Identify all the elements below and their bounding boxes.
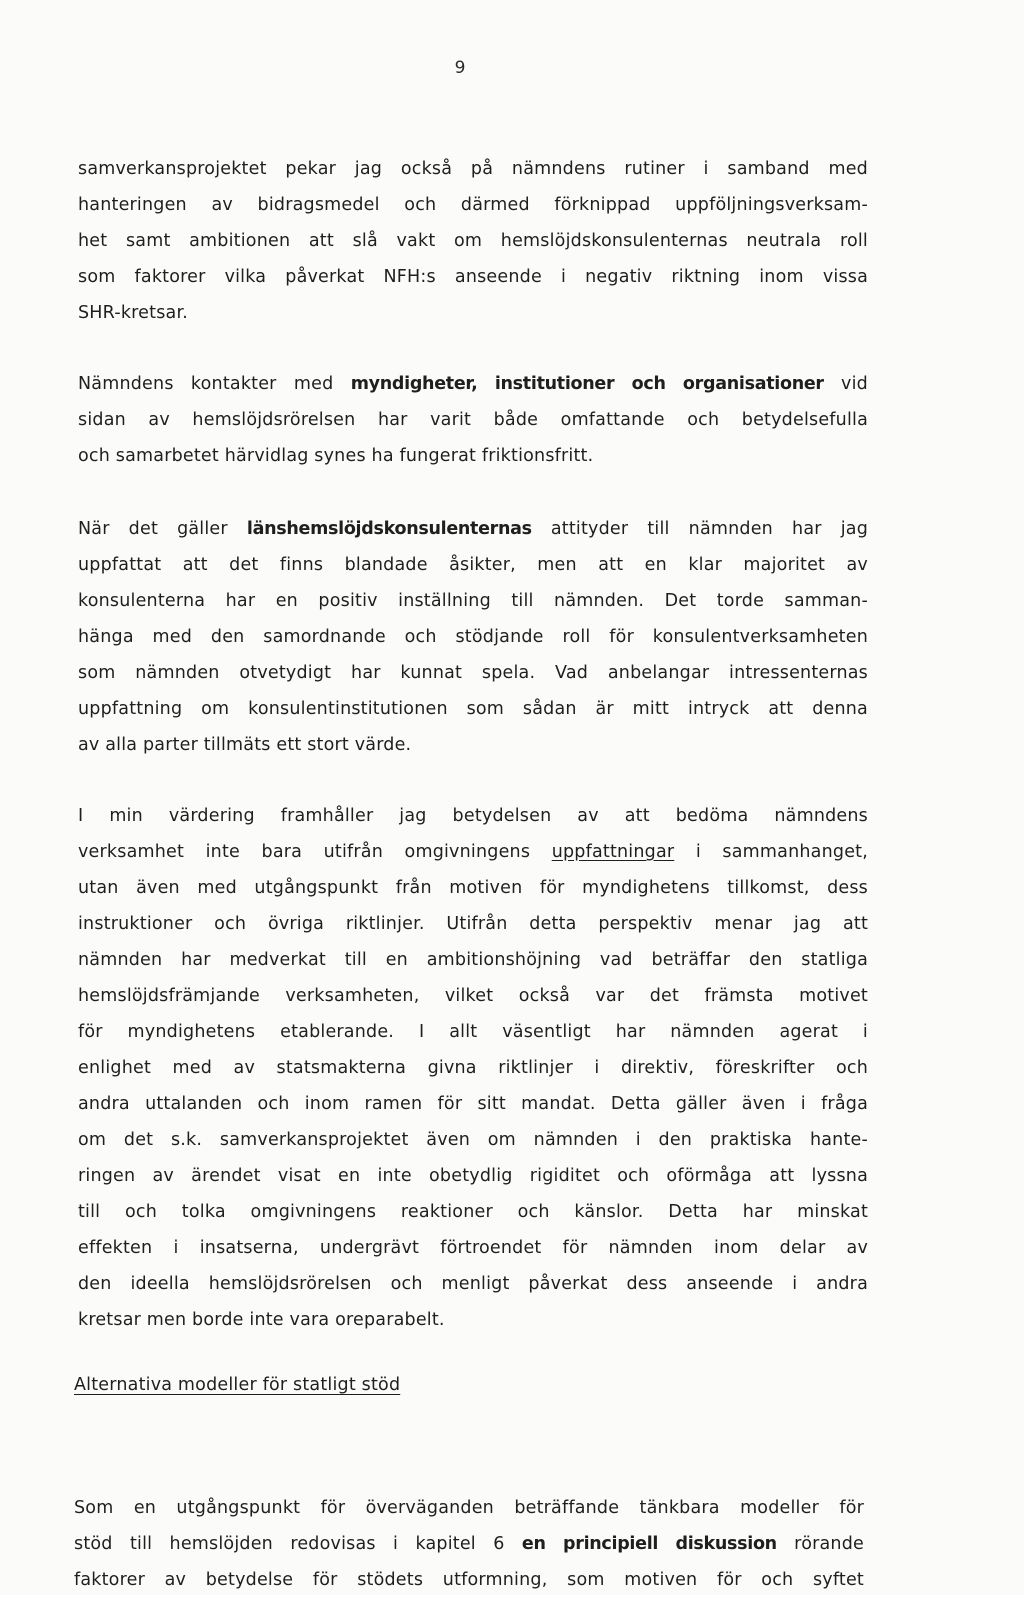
text-line: den ideella hemslöjdsrörelsen och menligt påverkat dess anseende i andra: [78, 1274, 868, 1294]
text-segment: stöd till hemslöjden redovisas i kapitel 6: [74, 1534, 522, 1554]
text-line: sidan av hemslöjdsrörelsen har varit både omfattande och betydelsefulla: [78, 410, 868, 430]
text-line: [78, 511, 868, 547]
text-segment: När det gäller: [78, 519, 247, 539]
text-line: och samarbetet härvidlag synes ha fungerat friktionsfritt.: [78, 446, 594, 466]
text-line: utan även med utgångspunkt från motiven för myndighetens tillkomst, dess: [78, 878, 868, 898]
text-line: nämnden har medverkat till en ambitionshöjning vad beträffar den statliga: [78, 950, 868, 970]
text-line: faktorer av betydelse för stödets utformning, som motiven för och syftet: [74, 1570, 864, 1590]
paragraph-3: [78, 511, 868, 763]
text-line: [78, 366, 868, 402]
text-line: Som en utgångspunkt för överväganden beträffande tänkbara modeller för: [74, 1498, 864, 1518]
text-line: [74, 1526, 864, 1562]
page-number: 9: [454, 58, 466, 78]
paragraph-5: [74, 1490, 864, 1598]
paragraph-4: [78, 798, 868, 1338]
text-segment: rörande: [776, 1534, 864, 1554]
text-line: som nämnden otvetydigt har kunnat spela. Vad anbelangar intressenternas: [78, 663, 868, 683]
text-line: hanteringen av bidragsmedel och därmed förknippad uppföljningsverksam-: [78, 195, 868, 215]
text-line: av alla parter tillmäts ett stort värde.: [78, 735, 412, 755]
text-line: uppfattat att det finns blandade åsikter, men att en klar majoritet av: [78, 555, 868, 575]
text-line: om det s.k. samverkansprojektet även om nämnden i den praktiska hante-: [78, 1130, 868, 1150]
text-segment: i sammanhanget,: [674, 842, 868, 862]
text-line: ringen av ärendet visat en inte obetydlig rigiditet och oförmåga att lyssna: [78, 1166, 868, 1186]
underlined-word: uppfattningar: [551, 842, 675, 862]
section-heading: Alternativa modeller för statligt stöd: [74, 1375, 401, 1395]
text-segment: verksamhet inte bara utifrån omgivningens: [78, 842, 552, 862]
text-line: enlighet med av statsmakterna givna riktlinjer i direktiv, föreskrifter och: [78, 1058, 868, 1078]
text-line: till och tolka omgivningens reaktioner och känslor. Detta har minskat: [78, 1202, 868, 1222]
text-line: effekten i insatserna, undergrävt förtroendet för nämnden inom delar av: [78, 1238, 868, 1258]
text-line: konsulenterna har en positiv inställning till nämnden. Det torde samman-: [78, 591, 868, 611]
text-line: hänga med den samordnande och stödjande roll för konsulentverksamheten: [78, 627, 868, 647]
text-line: uppfattning om konsulentinstitutionen som sådan är mitt intryck att denna: [78, 699, 868, 719]
bold-phrase: myndigheter, institutioner och organisationer: [350, 374, 824, 394]
text-line: för myndighetens etablerande. I allt väsentligt har nämnden agerat i: [78, 1022, 868, 1042]
text-line: hemslöjdsfrämjande verksamheten, vilket också var det främsta motivet: [78, 986, 868, 1006]
text-line: andra uttalanden och inom ramen för sitt mandat. Detta gäller även i fråga: [78, 1094, 868, 1114]
text-segment: vid: [823, 374, 868, 394]
text-segment: Nämndens kontakter med: [78, 374, 351, 394]
paragraph-1: [78, 151, 868, 331]
text-line: SHR-kretsar.: [78, 303, 188, 323]
text-line: het samt ambitionen att slå vakt om hemslöjdskonsulenternas neutrala roll: [78, 231, 868, 251]
text-line: kretsar men borde inte vara oreparabelt.: [78, 1310, 445, 1330]
text-line: instruktioner och övriga riktlinjer. Utifrån detta perspektiv menar jag att: [78, 914, 868, 934]
text-line: [78, 834, 868, 870]
text-segment: attityder till nämnden har jag: [531, 519, 869, 539]
text-line: I min värdering framhåller jag betydelsen av att bedöma nämndens: [78, 806, 868, 826]
paragraph-2: [78, 366, 868, 474]
bold-phrase: länshemslöjdskonsulenternas: [246, 519, 532, 539]
text-line: samverkansprojektet pekar jag också på nämndens rutiner i samband med: [78, 159, 868, 179]
text-line: som faktorer vilka påverkat NFH:s anseende i negativ riktning inom vissa: [78, 267, 868, 287]
bold-phrase: en principiell diskussion: [521, 1534, 777, 1554]
